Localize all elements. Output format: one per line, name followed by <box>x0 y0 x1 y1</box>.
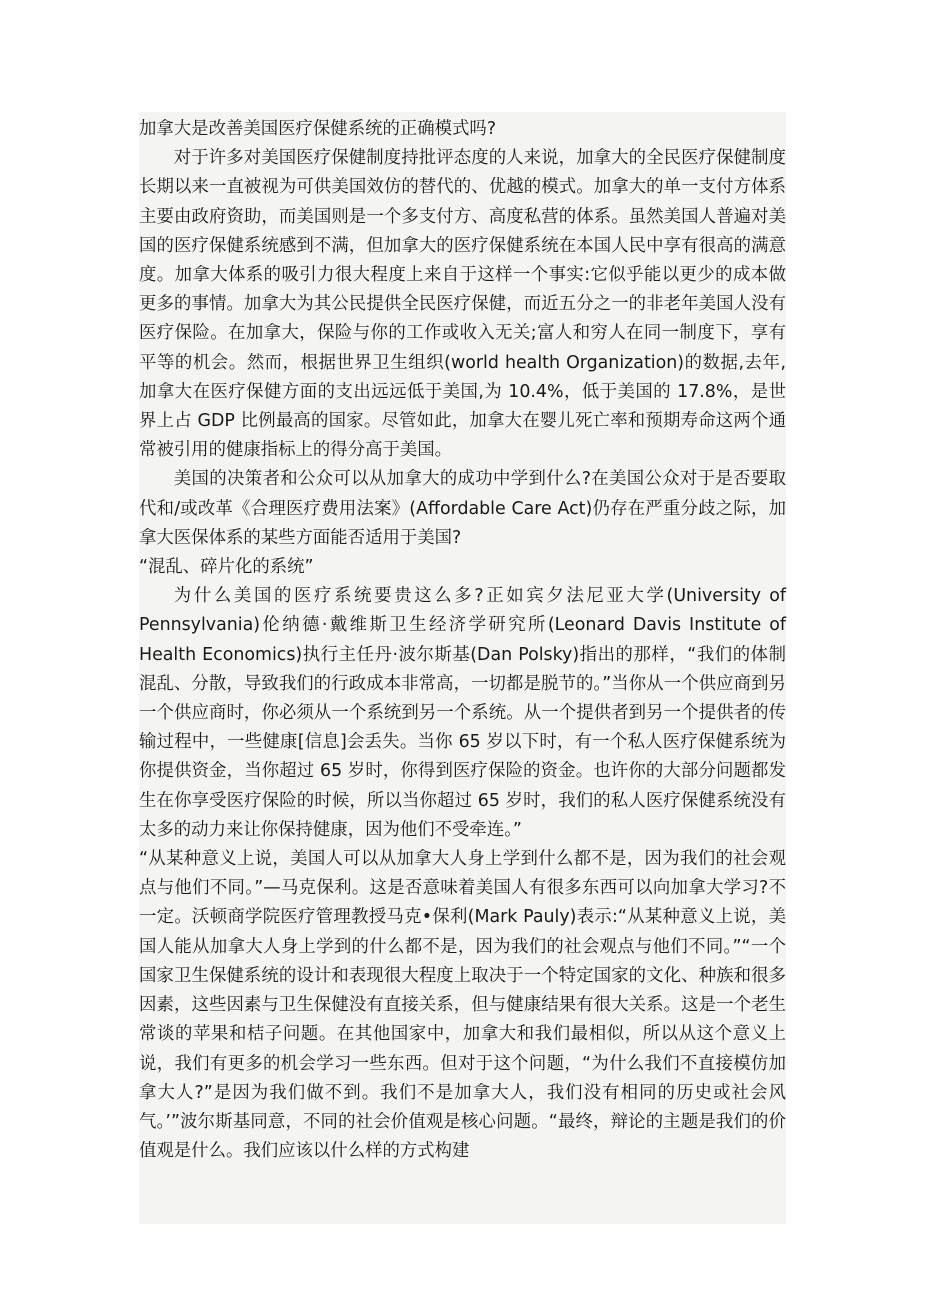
paragraph: “从某种意义上说，美国人可以从加拿大人身上学到什么都不是，因为我们的社会观点与他们不同。”—马克保利。这是否意味着美国人有很多东西可以向加拿大学习?不一定。沃顿商学院医疗管理教授马克•保利(Mark Pauly)表示:“从某种意义上说，美国人能从加拿大人身上学到的什么都不是，因为我们的社会观点与他们不同。”“一个国家卫生保健系统的设计和表现很大程度上取决于一个特定国家的文化、种族和很多因素，这些因素与卫生保健没有直接关系，但与健康结果有很大关系。这是一个老生常谈的苹果和桔子问题。在其他国家中，加拿大和我们最相似，所以从这个意义上说，我们有更多的机会学习一些东西。但对于这个问题，“为什么我们不直接模仿加拿大人?”是因为我们做不到。我们不是加拿大人，我们没有相同的历史或社会风气。’”波尔斯基同意，不同的社会价值观是核心问题。“最终，辩论的主题是我们的价值观是什么。我们应该以什么样的方式构建 <box>139 849 786 1162</box>
paragraph: 为什么美国的医疗系统要贵这么多?正如宾夕法尼亚大学(University of Pennsylvania)伦纳德·戴维斯卫生经济学研究所(Leonard Davis Institute of Health Economics)执行主任丹·波尔斯基(Dan Polsky)指出的那样，“我们的体制混乱、分散，导致我们的行政成本非常高，一切都是脱节的。”当你从一个供应商到另一个供应商时，你必须从一个系统到另一个系统。从一个提供者到另一个提供者的传输过程中，一些健康[信息]会丢失。当你 65 岁以下时，有一个私人医疗保健系统为你提供资金，当你超过 65 岁时，你得到医疗保险的资金。也许你的大部分问题都发生在你享受医疗保险的时候，所以当你超过 65 岁时，我们的私人医疗保健系统没有太多的动力来让你保持健康，因为他们不受牵连。” <box>139 586 786 840</box>
document-title: 加拿大是改善美国医疗保健系统的正确模式吗? <box>139 119 497 139</box>
section-heading: “混乱、碎片化的系统” <box>139 557 314 578</box>
paragraph: 对于许多对美国医疗保健制度持批评态度的人来说，加拿大的全民医疗保健制度长期以来一直被视为可供美国效仿的替代的、优越的模式。加拿大的单一支付方体系主要由政府资助，而美国则是一个多支付方、高度私营的体系。虽然美国人普遍对美国的医疗保健系统感到不满，但加拿大的医疗保健系统在本国人民中享有很高的满意度。加拿大体系的吸引力很大程度上来自于这样一个事实:它似乎能以更少的成本做更多的事情。加拿大为其公民提供全民医疗保健，而近五分之一的非老年美国人没有医疗保险。在加拿大，保险与你的工作或收入无关;富人和穷人在同一制度下，享有平等的机会。然而，根据世界卫生组织(world health Organization)的数据,去年,加拿大在医疗保健方面的支出远远低于美国,为 10.4%，低于美国的 17.8%，是世界上占 GDP 比例最高的国家。尽管如此，加拿大在婴儿死亡率和预期寿命这两个通常被引用的健康指标上的得分高于美国。 <box>139 148 786 461</box>
paragraph: 美国的决策者和公众可以从加拿大的成功中学到什么?在美国公众对于是否要取代和/或改革《合理医疗费用法案》(Affordable Care Act)仍存在严重分歧之际，加拿大医保体系的某些方面能否适用于美国? <box>139 469 786 548</box>
document-body <box>139 115 786 1166</box>
